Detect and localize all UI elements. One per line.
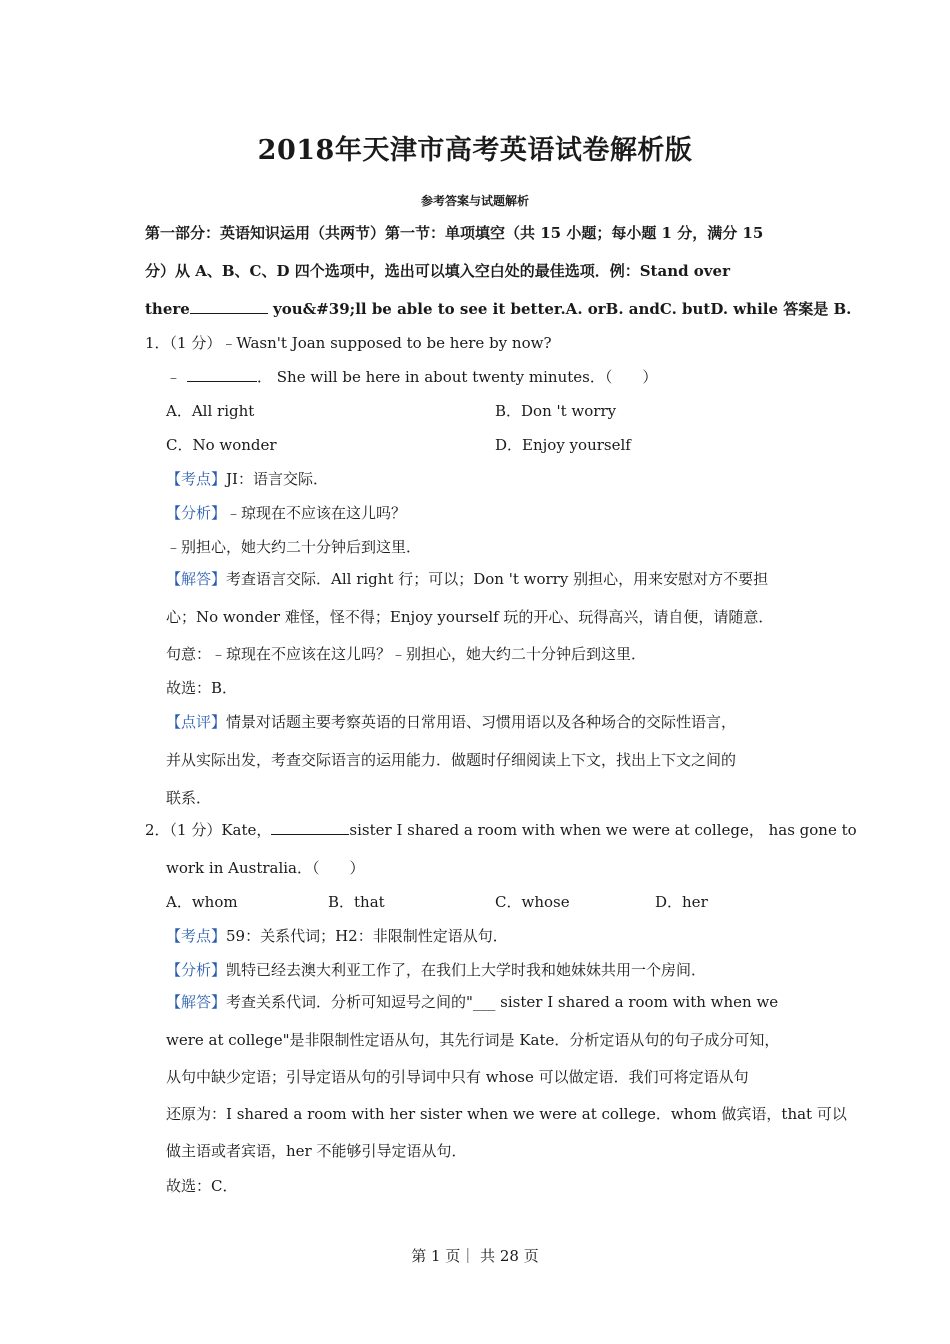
q1-option-d: D．Enjoy yourself (495, 436, 631, 454)
q1-dianping (166, 711, 736, 732)
q2-option-d: D．her (655, 893, 708, 911)
jieda-tag: 【解答】 (166, 993, 227, 1011)
intro-line-2: 分）从 A、B、C、D 四个选项中，选出可以填入空白处的最佳选项．例：Stand over (145, 262, 730, 280)
q1-kaodian-text: JI：语言交际． (226, 470, 328, 488)
q2-option-c: C．whose (495, 893, 570, 911)
page-footer: 第 1 页｜ 共 28 页 (411, 1247, 539, 1265)
q1-kaodian (166, 468, 328, 489)
q2-stem (145, 819, 857, 840)
kaodian-tag: 【考点】 (166, 927, 227, 945)
q2-jieda (166, 991, 778, 1012)
q2-jieda-text-3: 从句中缺少定语；引导定语从句的引导词中只有 whose 可以做定语．我们可将定语从句 (166, 1068, 749, 1086)
q1-dianping-text-1: 情景对话题主要考察英语的日常用语、习惯用语以及各种场合的交际性语言， (226, 713, 737, 731)
q2-option-a: A．whom (166, 893, 238, 911)
q1-option-c: C．No wonder (166, 436, 277, 454)
q2-jieda-text-2: were at college"是非限制性定语从句，其先行词是 Kate．分析定语从句的句子成分可知， (166, 1031, 780, 1049)
dianping-tag: 【点评】 (166, 713, 227, 731)
intro-line-3-start: there (145, 300, 190, 318)
page-title: 2018年天津市高考英语试卷解析版 (257, 135, 693, 166)
q1-fenxi-text-2: ﹣别担心，她大约二十分钟后到这里． (166, 538, 422, 556)
q1-jieda-text-3: 句意：﹣琼现在不应该在这儿吗？﹣别担心，她大约二十分钟后到这里． (166, 645, 647, 663)
q2-kaodian (166, 925, 508, 946)
q1-dianping-text-2: 并从实际出发，考查交际语言的运用能力．做题时仔细阅读上下文，找出上下文之间的 (166, 751, 737, 769)
q1-jieda-text-1: 考查语言交际．All right 行；可以；Don 't worry 别担心，用来安慰对方不要担 (226, 570, 769, 588)
q2-fenxi-text: 凯特已经去澳大利亚工作了，在我们上大学时我和她妹妹共用一个房间． (226, 961, 707, 979)
q1-stem: 1．（1 分）﹣Wasn't Joan supposed to be here by now? (145, 334, 552, 352)
intro-line-3-end: you&#39;ll be able to see it better.A. orB. andC. butD. while 答案是 B. (267, 300, 852, 318)
answer-blank (187, 381, 257, 382)
q2-jieda-text-4: 还原为：I shared a room with her sister when we were at college．whom 做宾语，that 可以 (166, 1105, 847, 1123)
q1-option-b: B．Don 't worry (495, 402, 617, 420)
q1-dianping-text-3: 联系． (166, 789, 212, 807)
q2-answer: 故选：C． (166, 1177, 238, 1195)
q2-fenxi (166, 959, 706, 980)
intro-line-1: 第一部分：英语知识运用（共两节）第一节：单项填空（共 15 小题；每小题 1 分，满分 15 (145, 224, 764, 242)
q1-dash: ﹣ (166, 368, 182, 386)
q2-stem-2: work in Australia．（ ） (166, 859, 365, 877)
q1-stem-2-text: ． She will be here in about twenty minutes．（ ） (257, 368, 658, 386)
intro-line-3 (145, 298, 851, 319)
q1-fenxi (166, 502, 406, 523)
kaodian-tag: 【考点】 (166, 470, 227, 488)
fenxi-tag: 【分析】 (166, 504, 227, 522)
q2-option-b: B．that (328, 893, 385, 911)
q2-stem-end: sister I shared a room with when we were at college， has gone to (349, 821, 857, 839)
q1-answer: 故选：B． (166, 679, 238, 697)
q2-jieda-text-5: 做主语或者宾语，her 不能够引导定语从句． (166, 1142, 467, 1160)
q2-jieda-text-1: 考查关系代词．分析可知逗号之间的"___ sister I shared a room with when we (226, 993, 779, 1011)
fenxi-tag: 【分析】 (166, 961, 227, 979)
q2-stem-start: 2．（1 分）Kate， (145, 821, 272, 839)
page-subtitle: 参考答案与试题解析 (420, 194, 529, 208)
answer-blank (271, 834, 349, 835)
answer-blank (190, 313, 268, 314)
q1-stem-2 (166, 366, 657, 387)
jieda-tag: 【解答】 (166, 570, 227, 588)
q1-option-a: A．All right (166, 402, 255, 420)
q1-jieda (166, 568, 768, 589)
q2-kaodian-text: 59：关系代词；H2：非限制性定语从句． (226, 927, 508, 945)
q1-fenxi-text-1: ﹣琼现在不应该在这儿吗？ (226, 504, 407, 522)
q1-jieda-text-2: 心；No wonder 难怪，怪不得；Enjoy yourself 玩的开心、玩得高兴，请自便，请随意． (166, 608, 774, 626)
